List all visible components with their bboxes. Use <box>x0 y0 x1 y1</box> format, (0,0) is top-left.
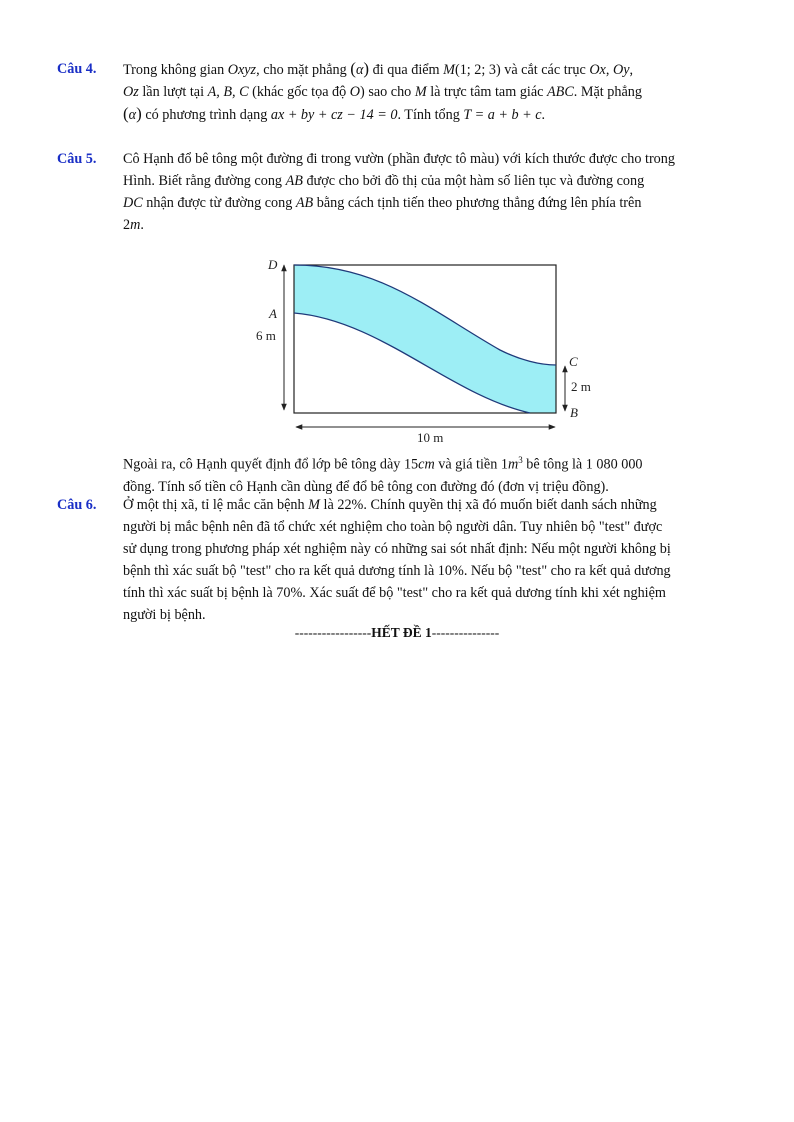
question-5-line-4: 2m. <box>123 217 144 233</box>
question-6-body <box>123 494 739 626</box>
question-5-line-2: Hình. Biết rằng đường cong AB được cho bởi đồ thị của một hàm số liên tục và đường cong <box>123 173 645 189</box>
question-4-line-3: (α) có phương trình dạng ax + by + cz − 14 = 0. Tính tổng T = a + b + c. <box>123 104 546 123</box>
road-figure <box>0 250 794 450</box>
question-4-line-2: Oz lần lượt tại A, B, C (khác gốc tọa độ O) sao cho M là trực tâm tam giác ABC. Mặt phẳng <box>123 84 642 100</box>
question-6-line-2: người bị mắc bệnh nên đã tổ chức xét nghiệm cho toàn bộ người dân. Tuy nhiên bộ "test" được <box>123 519 663 535</box>
question-5-label: Câu 5. <box>57 151 97 167</box>
question-5-after-line-2: đồng. Tính số tiền cô Hạnh cần dùng để đổ bê tông con đường đó (đơn vị triệu đồng). <box>123 478 609 495</box>
question-6 <box>57 494 739 626</box>
question-4 <box>57 58 739 126</box>
question-5-after-line-1: Ngoài ra, cô Hạnh quyết định đổ lớp bê tông dày 15cm và giá tiền $1m^3$ bê tông là 1 080 000 <box>123 455 643 473</box>
question-5-line-1: Cô Hạnh đổ bê tông một đường đi trong vườn (phần được tô màu) với kích thước được cho trong <box>123 151 675 167</box>
question-4-line-1: Trong không gian Oxyz, cho mặt phẳng (α) đi qua điểm M(1; 2; 3) và cắt các trục Ox, Oy, <box>123 59 634 78</box>
question-6-line-5: tính thì xác suất bị bệnh là 70%. Xác suất để bộ "test" cho ra kết quả dương tính khi xét nghiệm <box>123 585 666 601</box>
question-6-line-4: bệnh thì xác suất bộ "test" cho ra kết quả dương tính là 10%. Nếu bộ "test" cho ra kết quả dương <box>123 563 671 579</box>
label-c: C <box>569 354 578 369</box>
question-6-line-1: Ở một thị xã, tỉ lệ mắc căn bệnh M là 22%. Chính quyền thị xã đó muốn biết danh sách những <box>123 497 657 513</box>
end-title: HẾT ĐỀ 1 <box>371 625 432 640</box>
height-label: 6 m <box>256 328 276 343</box>
label-d: D <box>268 257 278 272</box>
question-6-line-6: người bị bệnh. <box>123 607 206 623</box>
question-4-body <box>123 58 739 126</box>
end-of-exam-marker: -----------------HẾT ĐỀ 1--------------- <box>294 625 500 640</box>
question-5-body <box>123 148 739 236</box>
label-b: B <box>570 405 578 420</box>
question-5 <box>57 148 739 236</box>
label-a: A <box>269 306 277 321</box>
width-label: 10 m <box>417 430 444 445</box>
gap-label: 2 m <box>571 379 591 394</box>
question-6-line-3: sử dụng trong phương pháp xét nghiệm này có những sai sót nhất định: Nếu một người không bị <box>123 541 671 557</box>
question-5-continuation <box>123 449 743 498</box>
question-4-label: Câu 4. <box>57 61 97 77</box>
concrete-road-area <box>294 265 556 413</box>
question-5-line-3: DC nhận được từ đường cong AB bằng cách tịnh tiến theo phương thẳng đứng lên phía trên <box>123 195 642 211</box>
question-6-label: Câu 6. <box>57 497 97 513</box>
